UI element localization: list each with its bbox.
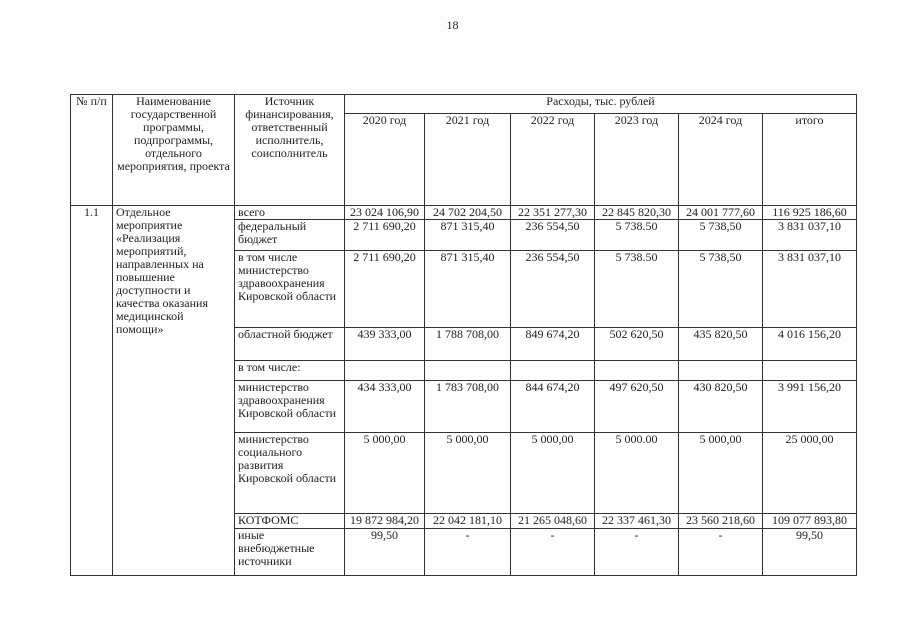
- value-cell: 1 783 708,00: [425, 381, 511, 433]
- value-cell: 21 265 048,60: [511, 514, 595, 529]
- value-cell: 3 991 156,20: [763, 381, 857, 433]
- header-year: 2020 год: [345, 114, 425, 206]
- value-cell: [763, 361, 857, 381]
- value-cell: 435 820,50: [679, 328, 763, 361]
- value-cell: -: [425, 529, 511, 576]
- source-cell: всего: [235, 206, 345, 220]
- value-cell: 22 042 181,10: [425, 514, 511, 529]
- value-cell: 5 738.50: [595, 220, 679, 251]
- value-cell: 844 674,20: [511, 381, 595, 433]
- value-cell: -: [595, 529, 679, 576]
- header-year: 2023 год: [595, 114, 679, 206]
- header-year: 2022 год: [511, 114, 595, 206]
- source-cell: иные внебюджетные источники: [235, 529, 345, 576]
- value-cell: 871 315,40: [425, 220, 511, 251]
- value-cell: 5 000,00: [511, 433, 595, 514]
- header-year: итого: [763, 114, 857, 206]
- page-number: 18: [446, 18, 459, 32]
- value-cell: 5 738,50: [679, 220, 763, 251]
- source-cell: министерство социального развития Кировской области: [235, 433, 345, 514]
- value-cell: 236 554,50: [511, 220, 595, 251]
- value-cell: 439 333,00: [345, 328, 425, 361]
- value-cell: 22 337 461,30: [595, 514, 679, 529]
- value-cell: 849 674,20: [511, 328, 595, 361]
- value-cell: 23 024 106,90: [345, 206, 425, 220]
- value-cell: 99,50: [345, 529, 425, 576]
- value-cell: 19 872 984,20: [345, 514, 425, 529]
- value-cell: [425, 361, 511, 381]
- source-cell: КОТФОМС: [235, 514, 345, 529]
- value-cell: 3 831 037,10: [763, 220, 857, 251]
- value-cell: 3 831 037,10: [763, 251, 857, 328]
- value-cell: 2 711 690,20: [345, 220, 425, 251]
- value-cell: 25 000,00: [763, 433, 857, 514]
- header-expenses: Расходы, тыс. рублей: [345, 95, 857, 114]
- header-year: 2024 год: [679, 114, 763, 206]
- value-cell: 434 333,00: [345, 381, 425, 433]
- value-cell: 2 711 690,20: [345, 251, 425, 328]
- value-cell: 871 315,40: [425, 251, 511, 328]
- value-cell: [345, 361, 425, 381]
- value-cell: 4 016 156,20: [763, 328, 857, 361]
- value-cell: [679, 361, 763, 381]
- value-cell: 502 620,50: [595, 328, 679, 361]
- value-cell: 109 077 893,80: [763, 514, 857, 529]
- value-cell: 5 738,50: [679, 251, 763, 328]
- source-cell: федеральный бюджет: [235, 220, 345, 251]
- source-cell: в том числе:: [235, 361, 345, 381]
- value-cell: 24 001 777,60: [679, 206, 763, 220]
- value-cell: 5 000,00: [425, 433, 511, 514]
- value-cell: -: [679, 529, 763, 576]
- value-cell: 497 620,50: [595, 381, 679, 433]
- value-cell: 236 554,50: [511, 251, 595, 328]
- value-cell: 24 702 204,50: [425, 206, 511, 220]
- value-cell: 5 000,00: [679, 433, 763, 514]
- header-source: Источник финансирования, ответственный исполнитель, соисполнитель: [235, 95, 345, 206]
- table-row: [71, 206, 857, 220]
- header-year: 2021 год: [425, 114, 511, 206]
- source-cell: в том числе министерство здравоохранения Кировской области: [235, 251, 345, 328]
- value-cell: 22 845 820,30: [595, 206, 679, 220]
- value-cell: 99,50: [763, 529, 857, 576]
- item-name: Отдельное мероприятие «Реализация мероприятий, направленных на повышение доступности и качества оказания медицинской помощи»: [113, 206, 235, 576]
- value-cell: 5 000,00: [345, 433, 425, 514]
- value-cell: 23 560 218,60: [679, 514, 763, 529]
- source-cell: министерство здравоохранения Кировской области: [235, 381, 345, 433]
- header-name: Наименование государственной программы, подпрограммы, отдельного мероприятия, проекта: [113, 95, 235, 206]
- source-cell: областной бюджет: [235, 328, 345, 361]
- item-num: 1.1: [71, 206, 113, 576]
- value-cell: 116 925 186,60: [763, 206, 857, 220]
- value-cell: -: [511, 529, 595, 576]
- value-cell: 1 788 708,00: [425, 328, 511, 361]
- header-num: № п/п: [71, 95, 113, 206]
- value-cell: [511, 361, 595, 381]
- budget-table: [70, 94, 857, 576]
- value-cell: 22 351 277,30: [511, 206, 595, 220]
- value-cell: 5 738.50: [595, 251, 679, 328]
- value-cell: [595, 361, 679, 381]
- value-cell: 5 000.00: [595, 433, 679, 514]
- value-cell: 430 820,50: [679, 381, 763, 433]
